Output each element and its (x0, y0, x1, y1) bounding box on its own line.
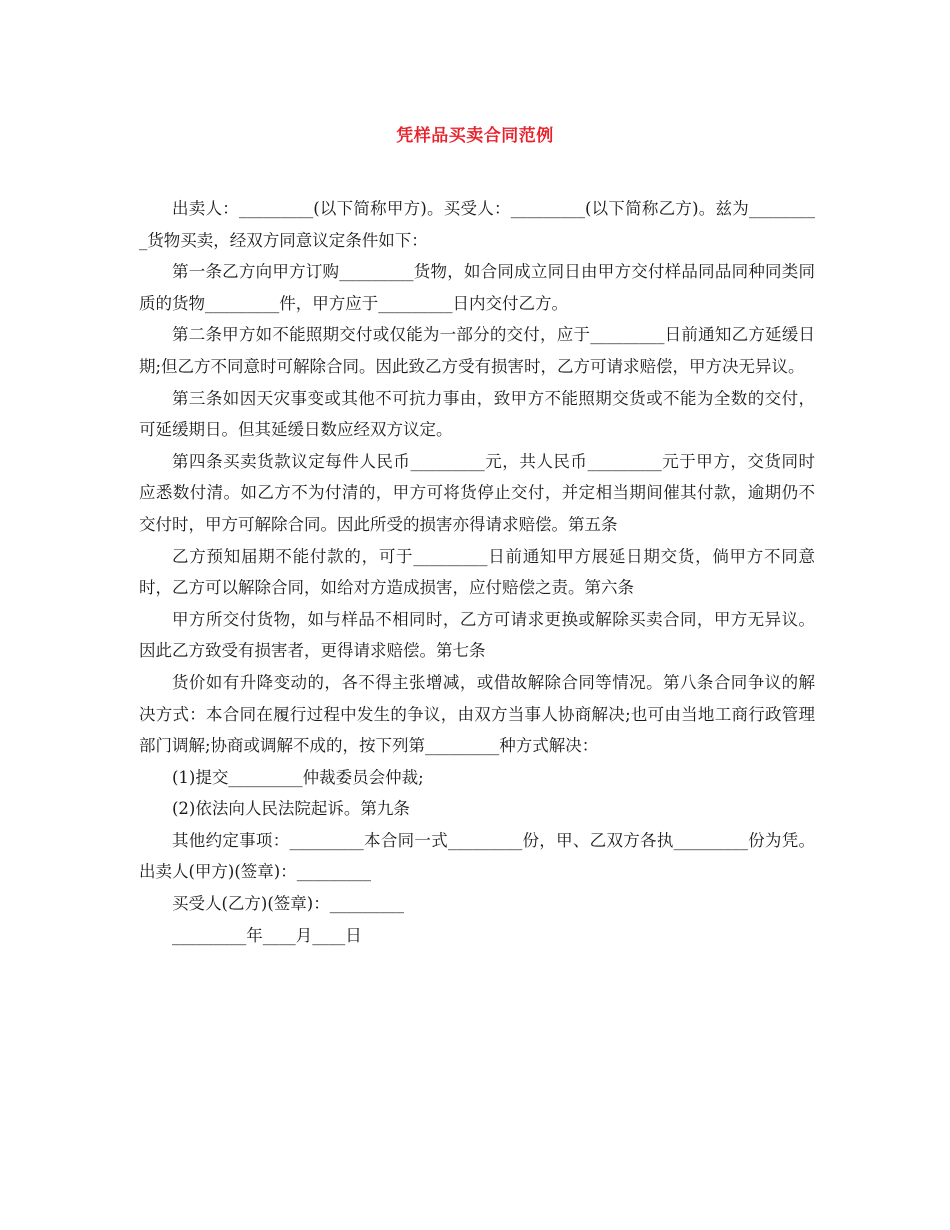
paragraph-parties: 出卖人：_________(以下简称甲方)。买受人：_________(以下简称乙方)。兹为_________货物买卖，经双方同意议定条件如下： (139, 199, 815, 250)
document-title: 凭样品买卖合同范例 (396, 126, 554, 146)
paragraph-buyer-signature: 买受人(乙方)(签章)：_________ (172, 894, 404, 914)
paragraph-option-1: (1)提交_________仲裁委员会仲裁; (172, 767, 424, 787)
paragraph-article-4: 第四条买卖货款议定每件人民币_________元，共人民币_________元于甲方，交货同时应悉数付清。如乙方不为付清的，甲方可将货停止交付，并定相当期间催其付款，逾期仍不交付时，甲方可解除合同。因此所受的损害亦得请求赔偿。第五条 (139, 451, 815, 534)
paragraph-article-3: 第三条如因天灾事变或其他不可抗力事由，致甲方不能照期交货或不能为全数的交付，可延缓期日。但其延缓日数应经双方议定。 (139, 388, 815, 440)
document-body (139, 193, 815, 951)
paragraph-option-2: (2)依法向人民法院起诉。第九条 (172, 799, 410, 819)
paragraph-article-2: 第二条甲方如不能照期交付或仅能为一部分的交付，应于_________日前通知乙方延缓日期;但乙方不同意时可解除合同。因此致乙方受有损害时，乙方可请求赔偿，甲方决无异议。 (139, 325, 815, 376)
paragraph-article-5: 乙方预知届期不能付款的，可于_________日前通知甲方展延日期交货，倘甲方不同意时，乙方可以解除合同，如给对方造成损害，应付赔偿之责。第六条 (139, 546, 815, 598)
paragraph-article-1: 第一条乙方向甲方订购_________货物，如合同成立同日由甲方交付样品同品同种同类同质的货物_________件，甲方应于_________日内交付乙方。 (139, 262, 815, 313)
paragraph-article-6: 甲方所交付货物，如与样品不相同时，乙方可请求更换或解除买卖合同，甲方无异议。因此乙方致受有损害者，更得请求赔偿。第七条 (139, 609, 815, 661)
paragraph-date: _________年____月____日 (172, 925, 362, 945)
paragraph-article-7-8: 货价如有升降变动的，各不得主张增减，或借故解除合同等情况。第八条合同争议的解决方式：本合同在履行过程中发生的争议，由双方当事人协商解决;也可由当地工商行政管理部门调解;协商或调解不成的，按下列第_________种方式解决： (139, 672, 815, 756)
paragraph-other-matters: 其他约定事项：_________本合同一式_________份，甲、乙双方各执_________份为凭。出卖人(甲方)(签章)：_________ (139, 830, 816, 882)
